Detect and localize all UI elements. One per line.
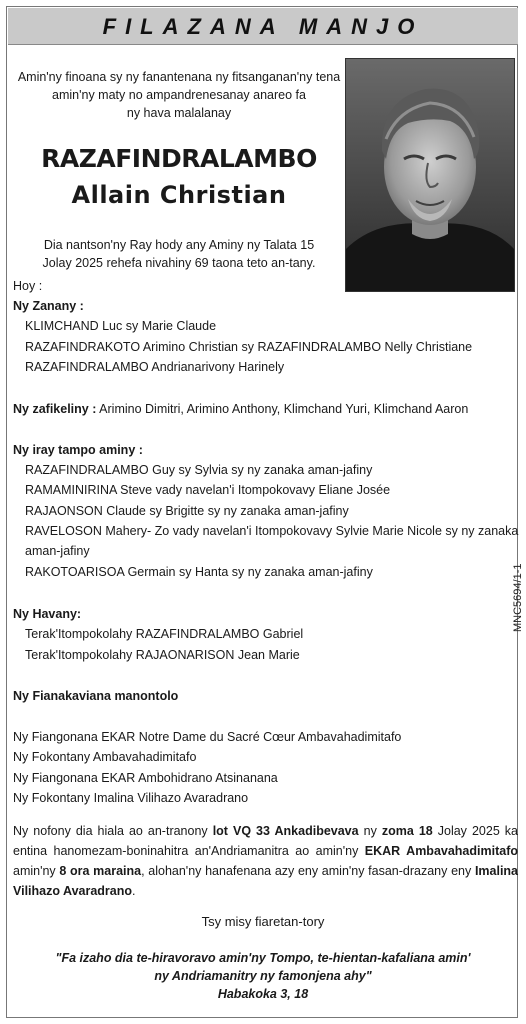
list-item: Terak'Itompokolahy RAJAONARISON Jean Marie: [25, 648, 300, 662]
list-item: KLIMCHAND Luc sy Marie Claude: [25, 319, 217, 333]
list-item: RAMAMINIRINA Steve vady navelan'i Itompokovavy Eliane Josée: [25, 483, 391, 497]
quote-reference: Habakoka 3, 18: [217, 987, 309, 1001]
funeral-address: lot VQ 33 Ankadibevava: [212, 824, 359, 838]
list-item: RAJAONSON Claude sy Brigitte sy ny zanaka aman-jafiny: [25, 504, 349, 518]
fianakaviana-label: Ny Fianakaviana manontolo: [13, 689, 179, 703]
funeral-text: Jolay 2025 ka entina hanomezam-boninahitra an'Andriamanitra ao amin'ny: [13, 824, 518, 858]
funeral-burial-place: Imalina Vilihazo Avaradrano: [13, 864, 519, 898]
portrait-photo-icon: [345, 58, 515, 292]
list-item: RAZAFINDRALAMBO Guy sy Sylvia sy ny zanaka aman-jafiny: [25, 463, 373, 477]
funeral-text: .: [132, 884, 136, 898]
deceased-given-names: Allain Christian: [71, 181, 287, 209]
list-item: RAZAFINDRALAMBO Andrianarivony Harinely: [25, 360, 285, 374]
notice-title: FILAZANA MANJO: [102, 14, 424, 39]
bible-quote: [20, 949, 506, 985]
list-item: RAKOTOARISOA Germain sy Hanta sy ny zanaka aman-jafiny: [25, 565, 373, 579]
intro-line: amin'ny maty no ampandrenesanay anareo fa: [52, 88, 306, 102]
closing-text: Tsy misy fiaretan-tory: [201, 914, 325, 929]
zafikeliny-value: Arimino Dimitri, Arimino Anthony, Klimchand Yuri, Klimchand Aaron: [99, 402, 469, 416]
list-item: Terak'Itompokolahy RAZAFINDRALAMBO Gabriel: [25, 627, 304, 641]
funeral-church: EKAR Ambavahadimitafo: [364, 844, 518, 858]
funeral-time: 8 ora maraina: [59, 864, 142, 878]
list-item: aman-jafiny: [25, 544, 90, 558]
ad-code: MNC5694/1-1: [512, 563, 524, 632]
community-item: Ny Fokontany Imalina Vilihazo Avaradrano: [13, 791, 249, 805]
funeral-paragraph: [13, 821, 518, 901]
funeral-text: , alohan'ny hanafenana azy eny amin'ny fasan-drazany eny: [141, 864, 475, 878]
zanany-label: Ny Zanany :: [13, 299, 84, 313]
community-item: Ny Fokontany Ambavahadimitafo: [13, 750, 197, 764]
death-line: Dia nantson'ny Ray hody any Aminy ny Talata 15: [43, 238, 315, 252]
death-notice: [14, 236, 344, 272]
zafikeliny-label: Ny zafikeliny :: [13, 402, 97, 416]
deceased-surname: RAZAFINDRALAMBO: [41, 144, 317, 173]
quote-line: ny Andriamanitry ny famonjena ahy": [154, 969, 372, 983]
community-item: Ny Fiangonana EKAR Ambohidrano Atsinanana: [13, 771, 278, 785]
funeral-text: amin'ny: [13, 864, 60, 878]
iray-tampo-label: Ny iray tampo aminy :: [13, 443, 143, 457]
header-banner: [8, 8, 518, 45]
funeral-text: ny: [358, 824, 382, 838]
hoy-label: Hoy :: [13, 279, 43, 293]
intro-line: Amin'ny finoana sy ny fanantenana ny fitsanganan'ny tena: [17, 70, 341, 84]
funeral-text: Ny nofony dia hiala ao an-tranony: [13, 824, 213, 838]
quote-line: "Fa izaho dia te-hiravoravo amin'ny Tompo, te-hientan-kafaliana amin': [55, 951, 471, 965]
intro-line: ny hava malalanay: [126, 106, 232, 120]
zafikeliny-row: [13, 402, 468, 416]
havany-label: Ny Havany:: [13, 607, 82, 621]
list-item: RAVELOSON Mahery- Zo vady navelan'i Itompokovavy Sylvie Marie Nicole sy ny zanaka: [25, 524, 519, 538]
death-line: Jolay 2025 rehefa nivahiny 69 taona teto an-tany.: [42, 256, 316, 270]
funeral-date: zoma 18: [381, 824, 433, 838]
list-item: RAZAFINDRAKOTO Arimino Christian sy RAZAFINDRALAMBO Nelly Christiane: [25, 340, 473, 354]
intro-text: [14, 68, 344, 122]
community-item: Ny Fiangonana EKAR Notre Dame du Sacré Cœur Ambavahadimitafo: [13, 730, 402, 744]
